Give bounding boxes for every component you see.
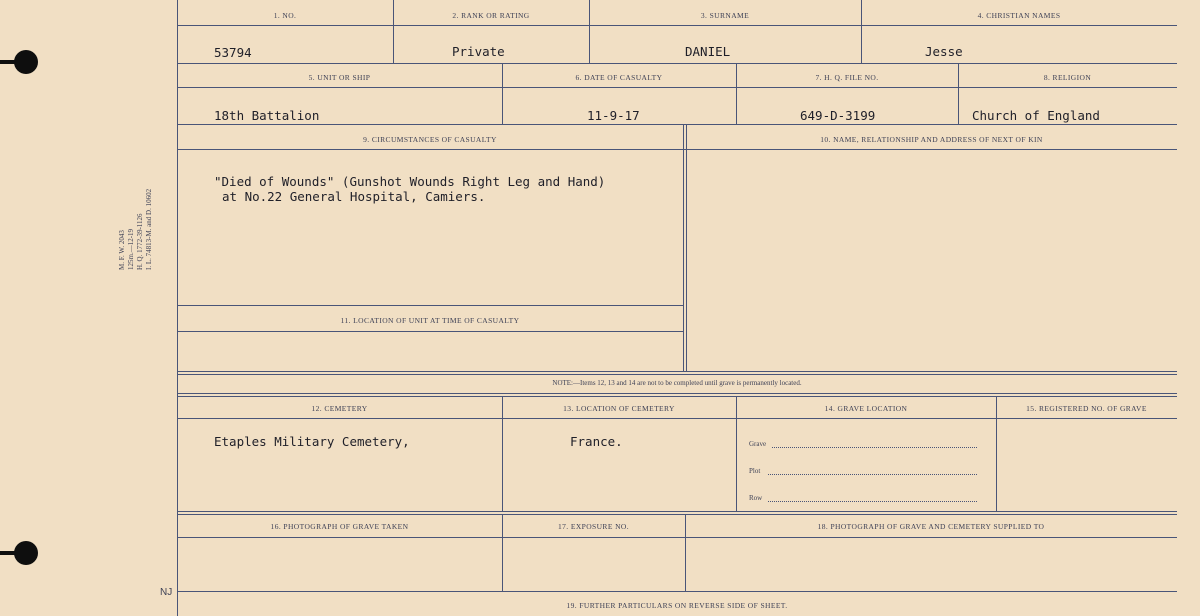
label-photograph-supplied: 18. PHOTOGRAPH OF GRAVE AND CEMETERY SUPPLIED TO [817, 522, 1045, 531]
grave-line [772, 447, 977, 448]
label-file-no: 7. H. Q. FILE NO. [815, 73, 879, 82]
rule [177, 374, 1177, 375]
rule [393, 0, 394, 63]
value-date: 11-9-17 [587, 108, 640, 123]
label-registered-no: 15. REGISTERED NO. OF GRAVE [1026, 404, 1147, 413]
rule [177, 305, 683, 306]
value-christian-names: Jesse [925, 44, 963, 59]
side-print-line: H. Q. 1772-39-1126 [136, 213, 144, 270]
rule [177, 537, 1177, 538]
rule [861, 0, 862, 63]
rule [177, 124, 1177, 125]
label-grave-location: 14. GRAVE LOCATION [824, 404, 908, 413]
value-religion: Church of England [972, 108, 1100, 123]
value-circumstances-line2: at No.22 General Hospital, Camiers. [222, 189, 486, 204]
value-file-no: 649-D-3199 [800, 108, 876, 123]
rule [177, 393, 1177, 394]
rule [177, 418, 1177, 419]
side-print-line: I. L. 74813-M. and D. 10602 [145, 188, 153, 270]
rule [736, 396, 737, 511]
rule [589, 0, 590, 63]
rule [177, 25, 1177, 26]
label-surname: 3. SURNAME [700, 11, 750, 20]
rule [683, 124, 684, 372]
label-next-of-kin: 10. NAME, RELATIONSHIP AND ADDRESS OF NEXT OF KIN [820, 135, 1043, 144]
value-location-of-cemetery: France. [570, 434, 623, 449]
side-print-line: M. F. W. 2043 [118, 230, 126, 270]
value-unit: 18th Battalion [214, 108, 320, 123]
rule [177, 63, 1177, 64]
rule [177, 591, 1177, 592]
rule [686, 124, 687, 372]
value-no: 53794 [214, 45, 252, 60]
side-print [118, 189, 154, 270]
rule [177, 511, 1177, 512]
label-row: Row [749, 494, 763, 502]
value-cemetery: Etaples Military Cemetery, [214, 434, 410, 449]
label-further-particulars: 19. FURTHER PARTICULARS ON REVERSE SIDE OF SHEET. [566, 601, 788, 610]
value-circumstances-line1: "Died of Wounds" (Gunshot Wounds Right Leg and Hand) [214, 174, 606, 189]
plot-line [768, 474, 977, 475]
rule [177, 331, 683, 332]
rule [996, 396, 997, 511]
row-line [768, 501, 977, 502]
label-no: 1. NO. [273, 11, 297, 20]
label-grave: Grave [749, 440, 767, 448]
label-religion: 8. RELIGION [1043, 73, 1092, 82]
side-print-line: 125m.—12-19 [127, 228, 135, 270]
label-location-of-unit: 11. LOCATION OF UNIT AT TIME OF CASUALTY [340, 316, 520, 325]
label-location-of-cemetery: 13. LOCATION OF CEMETERY [563, 404, 675, 413]
label-unit: 5. UNIT OR SHIP [308, 73, 371, 82]
label-rank: 2. RANK OR RATING [452, 11, 530, 20]
label-photograph-taken: 16. PHOTOGRAPH OF GRAVE TAKEN [270, 522, 409, 531]
rule [502, 396, 503, 511]
corner-mark: NJ [160, 587, 173, 598]
label-exposure-no: 17. EXPOSURE NO. [558, 522, 629, 531]
value-surname: DANIEL [685, 44, 731, 59]
note: NOTE:—Items 12, 13 and 14 are not to be completed until grave is permanently located. [552, 379, 802, 387]
rule [177, 514, 1177, 515]
binder-clip-top [0, 60, 18, 64]
value-rank: Private [452, 44, 505, 59]
label-date: 6. DATE OF CASUALTY [575, 73, 663, 82]
label-plot: Plot [749, 467, 761, 475]
label-christian-names: 4. CHRISTIAN NAMES [977, 11, 1061, 20]
rule [177, 149, 1177, 150]
rule [177, 87, 1177, 88]
label-cemetery: 12. CEMETERY [311, 404, 368, 413]
rule [177, 371, 1177, 372]
rule [177, 396, 1177, 397]
label-circumstances: 9. CIRCUMSTANCES OF CASUALTY [363, 135, 497, 144]
binder-clip-bottom [0, 551, 18, 555]
